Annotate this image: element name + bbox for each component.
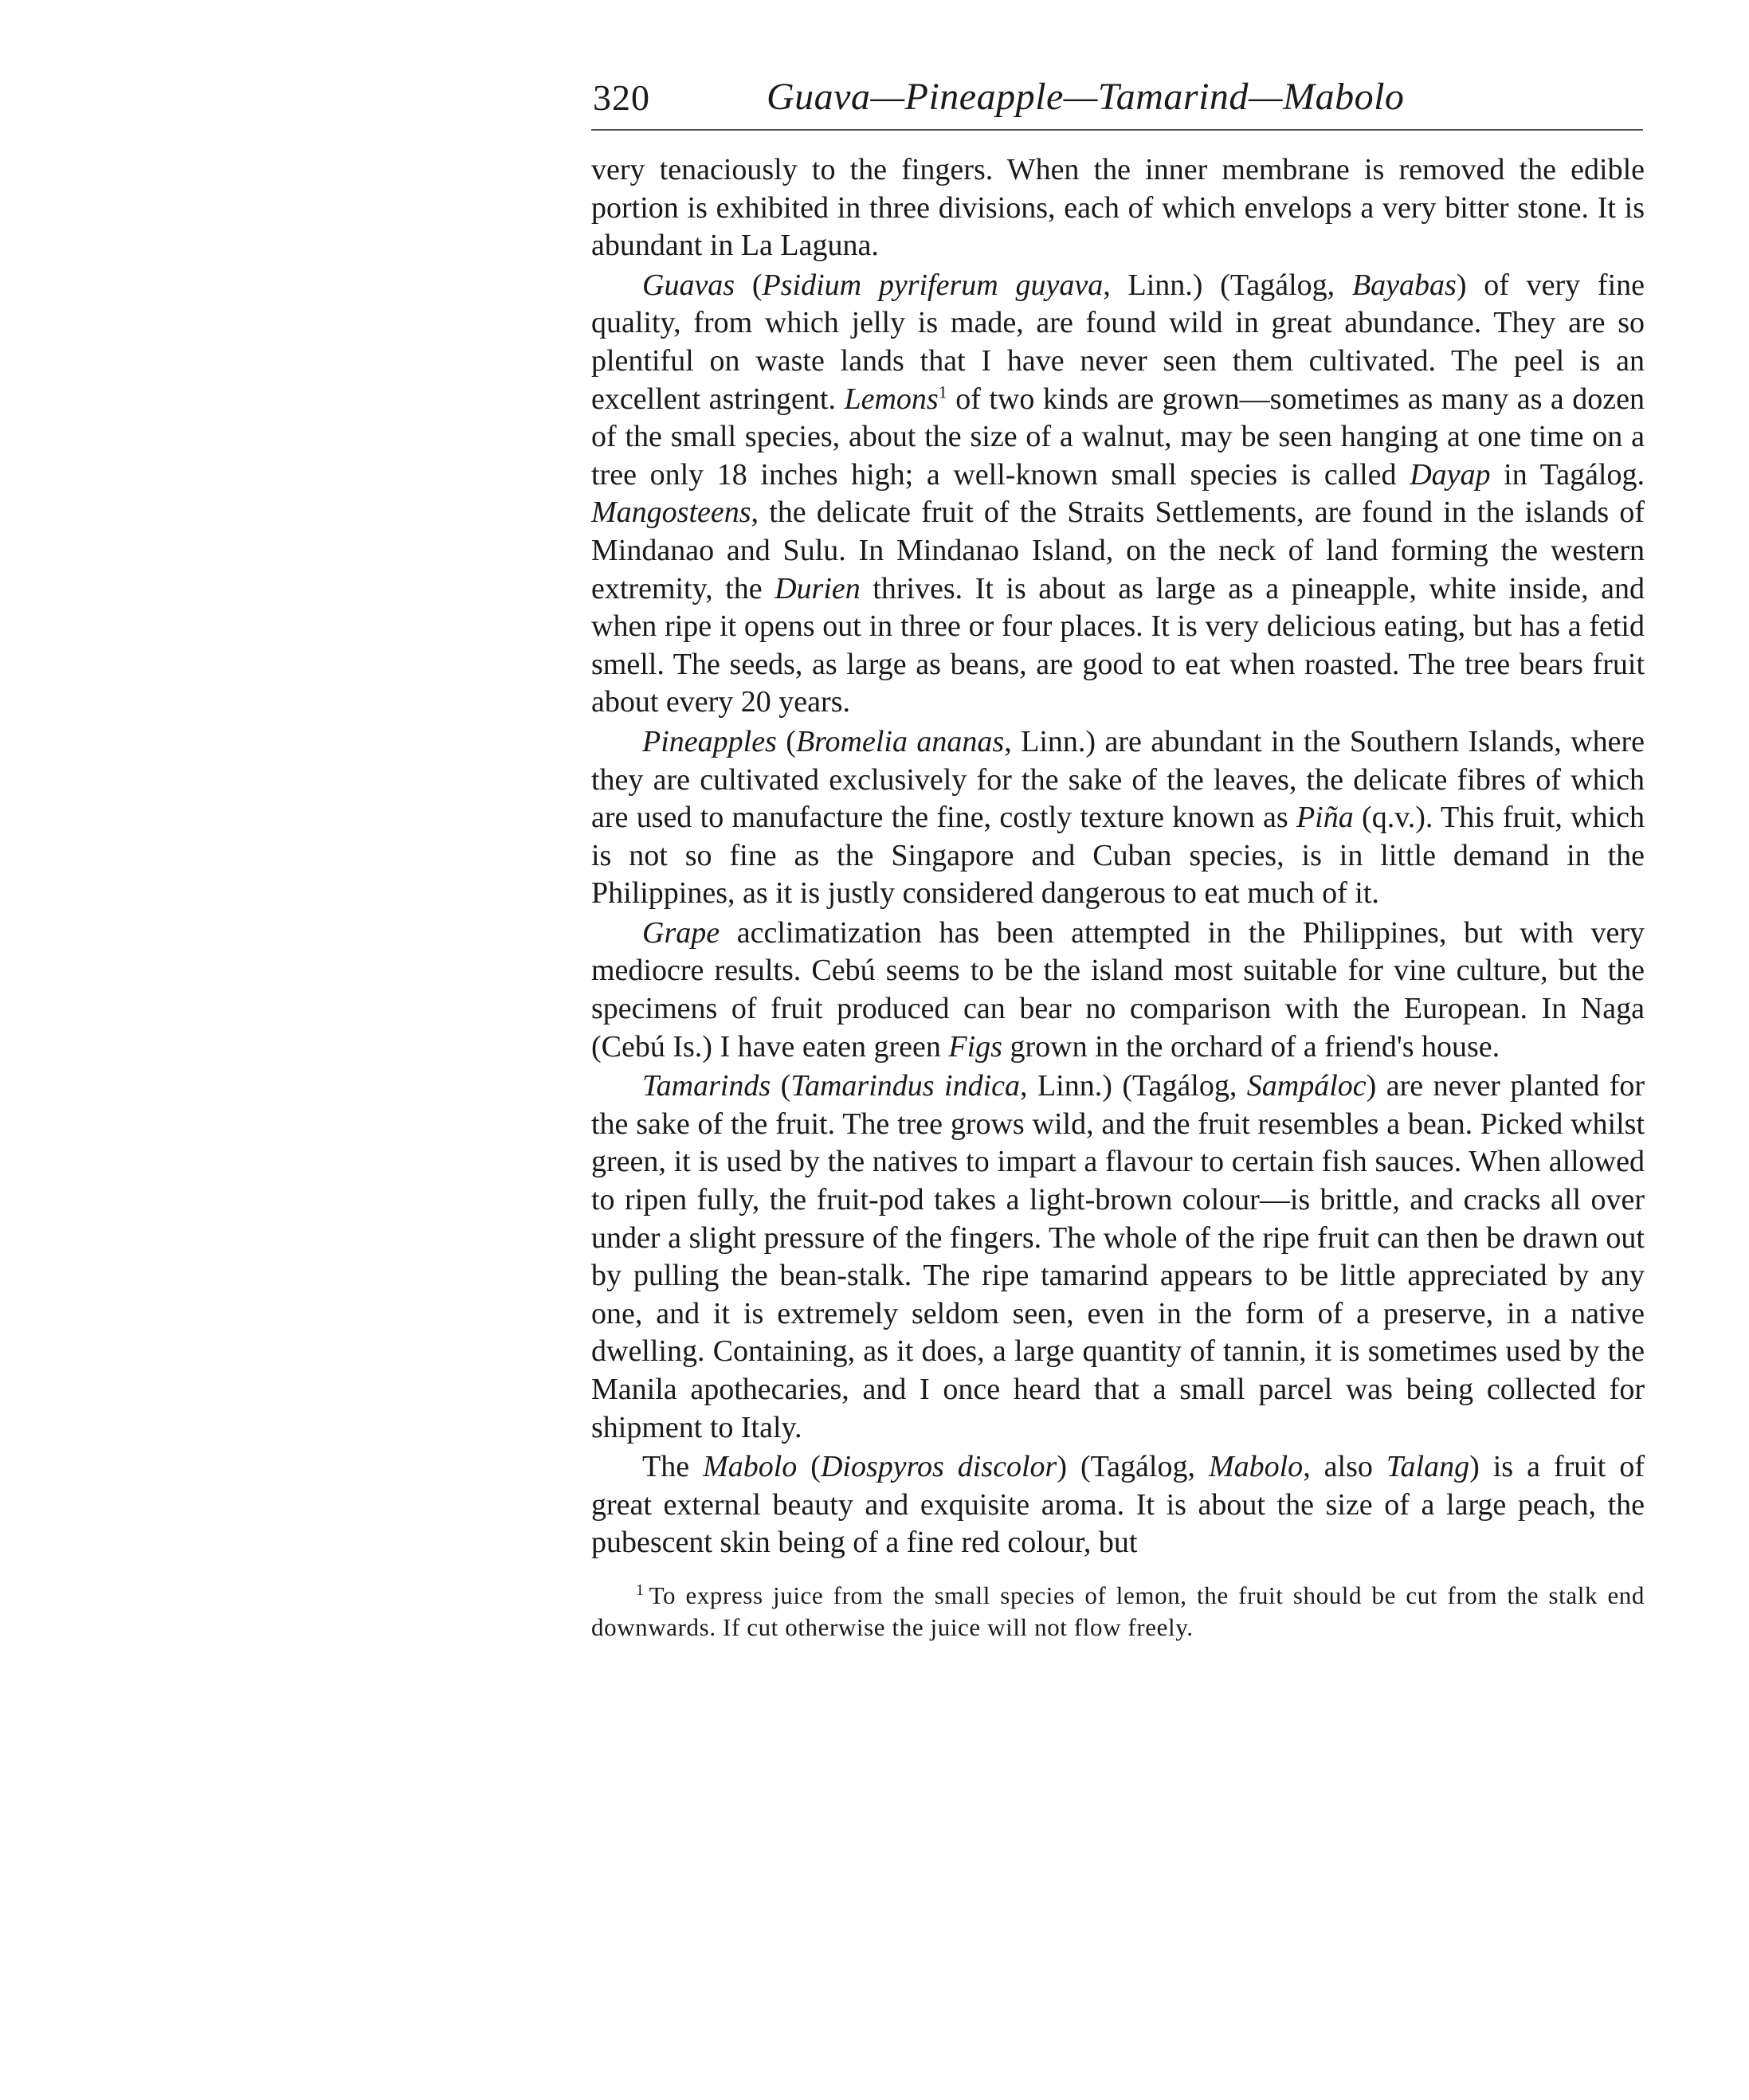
text-run: ( — [735, 268, 763, 302]
italic-term: Durien — [775, 571, 861, 605]
footnote-reference: 1 — [938, 381, 947, 402]
paragraph — [591, 723, 1645, 913]
italic-term: Mabolo — [1208, 1450, 1304, 1484]
footnote-mark: 1 — [636, 1581, 645, 1599]
page-number: 320 — [593, 77, 650, 118]
text-run: , Linn.) (Tagálog, — [1103, 268, 1352, 302]
text-run: grown in the orchard of a friend's house. — [1002, 1029, 1500, 1064]
italic-term: Lemons — [844, 382, 939, 416]
italic-term: Psidium pyriferum guyava — [762, 268, 1104, 302]
text-run: , Linn.) are abundant in the Southern Islands, where they are cultivated exclusively for the sake of the leaves, the delicate fibres of which are used to manufacture the fine, costly texture known as — [591, 724, 1645, 835]
italic-term: Pineapples — [642, 724, 777, 758]
italic-term: Dayap — [1410, 457, 1491, 492]
italic-term: Mangosteens — [591, 496, 751, 530]
italic-term: Diospyros discolor — [820, 1450, 1057, 1484]
italic-term: Guavas — [642, 268, 735, 302]
italic-term: Sampáloc — [1246, 1069, 1367, 1103]
italic-term: Talang — [1386, 1450, 1470, 1484]
page-header — [591, 72, 1645, 127]
header-rule — [591, 129, 1643, 131]
text-run: ( — [771, 1069, 791, 1103]
italic-term: Tamarinds — [642, 1069, 771, 1103]
text-run: The — [642, 1450, 704, 1484]
footnotes — [591, 1580, 1645, 1644]
italic-term: Bromelia ananas — [795, 724, 1005, 758]
text-run: , also — [1303, 1450, 1386, 1484]
italic-term: Tamarindus indica — [790, 1069, 1020, 1103]
body-text — [591, 151, 1645, 1562]
italic-term: Grape — [642, 915, 720, 950]
text-run: very tenaciously to the fingers. When the inner membrane is removed the edible portion is exhibited in three divisions, each of which envelops a very bitter stone. It is abundant in La Laguna. — [591, 153, 1645, 263]
paragraph — [591, 267, 1645, 722]
text-run: ) (Tagálog, — [1057, 1450, 1209, 1484]
text-run: ) is a fruit of great external beauty and exquisite aroma. It is about the size of a large peach, the pubescent skin being of a fine red colour, but — [591, 1450, 1645, 1560]
text-run: ) are never planted for the sake of the fruit. The tree grows wild, and the fruit resembles a bean. Picked whilst green, it is used by the natives to impart a flavour to certain fish sauces. When allowed to ripen fully, the fruit-pod takes a light-brown colour—is brittle, and cracks all over under a slight pressure of the fingers. The whole of the ripe fruit can then be drawn out by pulling the bean-stalk. The ripe tamarind appears to be little appreciated by any one, and it is extremely seldom seen, even in the form of a preserve, in a native dwelling. Containing, as it does, a large quantity of tannin, it is sometimes used by the Manila apothecaries, and I once heard that a small parcel was being collected for shipment to Italy. — [591, 1069, 1645, 1444]
text-run: acclimatization has been attempted in the Philippines, but with very mediocre results. Cebú seems to be the island most suitable for vine culture, but the specimens of fruit produced can bear no comparison with the European. In Naga (Cebú Is.) I have eaten green — [591, 915, 1645, 1064]
footnote-text: To express juice from the small species of lemon, the fruit should be cut from the stalk end downwards. If cut otherwise the juice will not flow freely. — [591, 1581, 1645, 1641]
text-run: , the delicate fruit of the Straits Settlements, are found in the islands of Mindanao and Sulu. In Mindanao Island, on the neck of land forming the western extremity, the — [591, 496, 1645, 605]
text-run: ( — [776, 724, 796, 758]
text-run: ) of very fine quality, from which jelly is made, are found wild in great abundance. They are so plentiful on waste lands that I have never seen them cultivated. The peel is an excellent astringent. — [591, 268, 1645, 416]
text-run: , Linn.) (Tagálog, — [1020, 1069, 1247, 1103]
footnote — [591, 1580, 1645, 1644]
text-run: (q.v.). This fruit, which is not so fine as the Singapore and Cuban species, is in little demand in the Philippines, as it is justly considered dangerous to eat much of it. — [591, 801, 1645, 911]
italic-term: Piña — [1296, 801, 1354, 835]
paragraph — [591, 151, 1645, 265]
text-run: ( — [797, 1450, 821, 1484]
paragraph — [591, 915, 1645, 1066]
text-run: of two kinds are grown—sometimes as many as a dozen of the small species, about the size of a walnut, may be seen hanging at one time on a tree only 18 inches high; a well-known small species is called — [591, 382, 1645, 492]
text-run: in Tagálog. — [1490, 457, 1645, 492]
text-run: thrives. It is about as large as a pineapple, white inside, and when ripe it opens out in three or four places. It is very delicious eating, but has a fetid smell. The seeds, as large as beans, are good to eat when roasted. The tree bears fruit about every 20 years. — [591, 571, 1645, 719]
italic-term: Bayabas — [1351, 268, 1457, 302]
book-page — [591, 72, 1645, 1644]
paragraph — [591, 1448, 1645, 1562]
running-title: Guava—Pineapple—Tamarind—Mabolo — [767, 76, 1405, 118]
paragraph — [591, 1068, 1645, 1447]
italic-term: Figs — [948, 1029, 1002, 1064]
italic-term: Mabolo — [703, 1450, 798, 1484]
